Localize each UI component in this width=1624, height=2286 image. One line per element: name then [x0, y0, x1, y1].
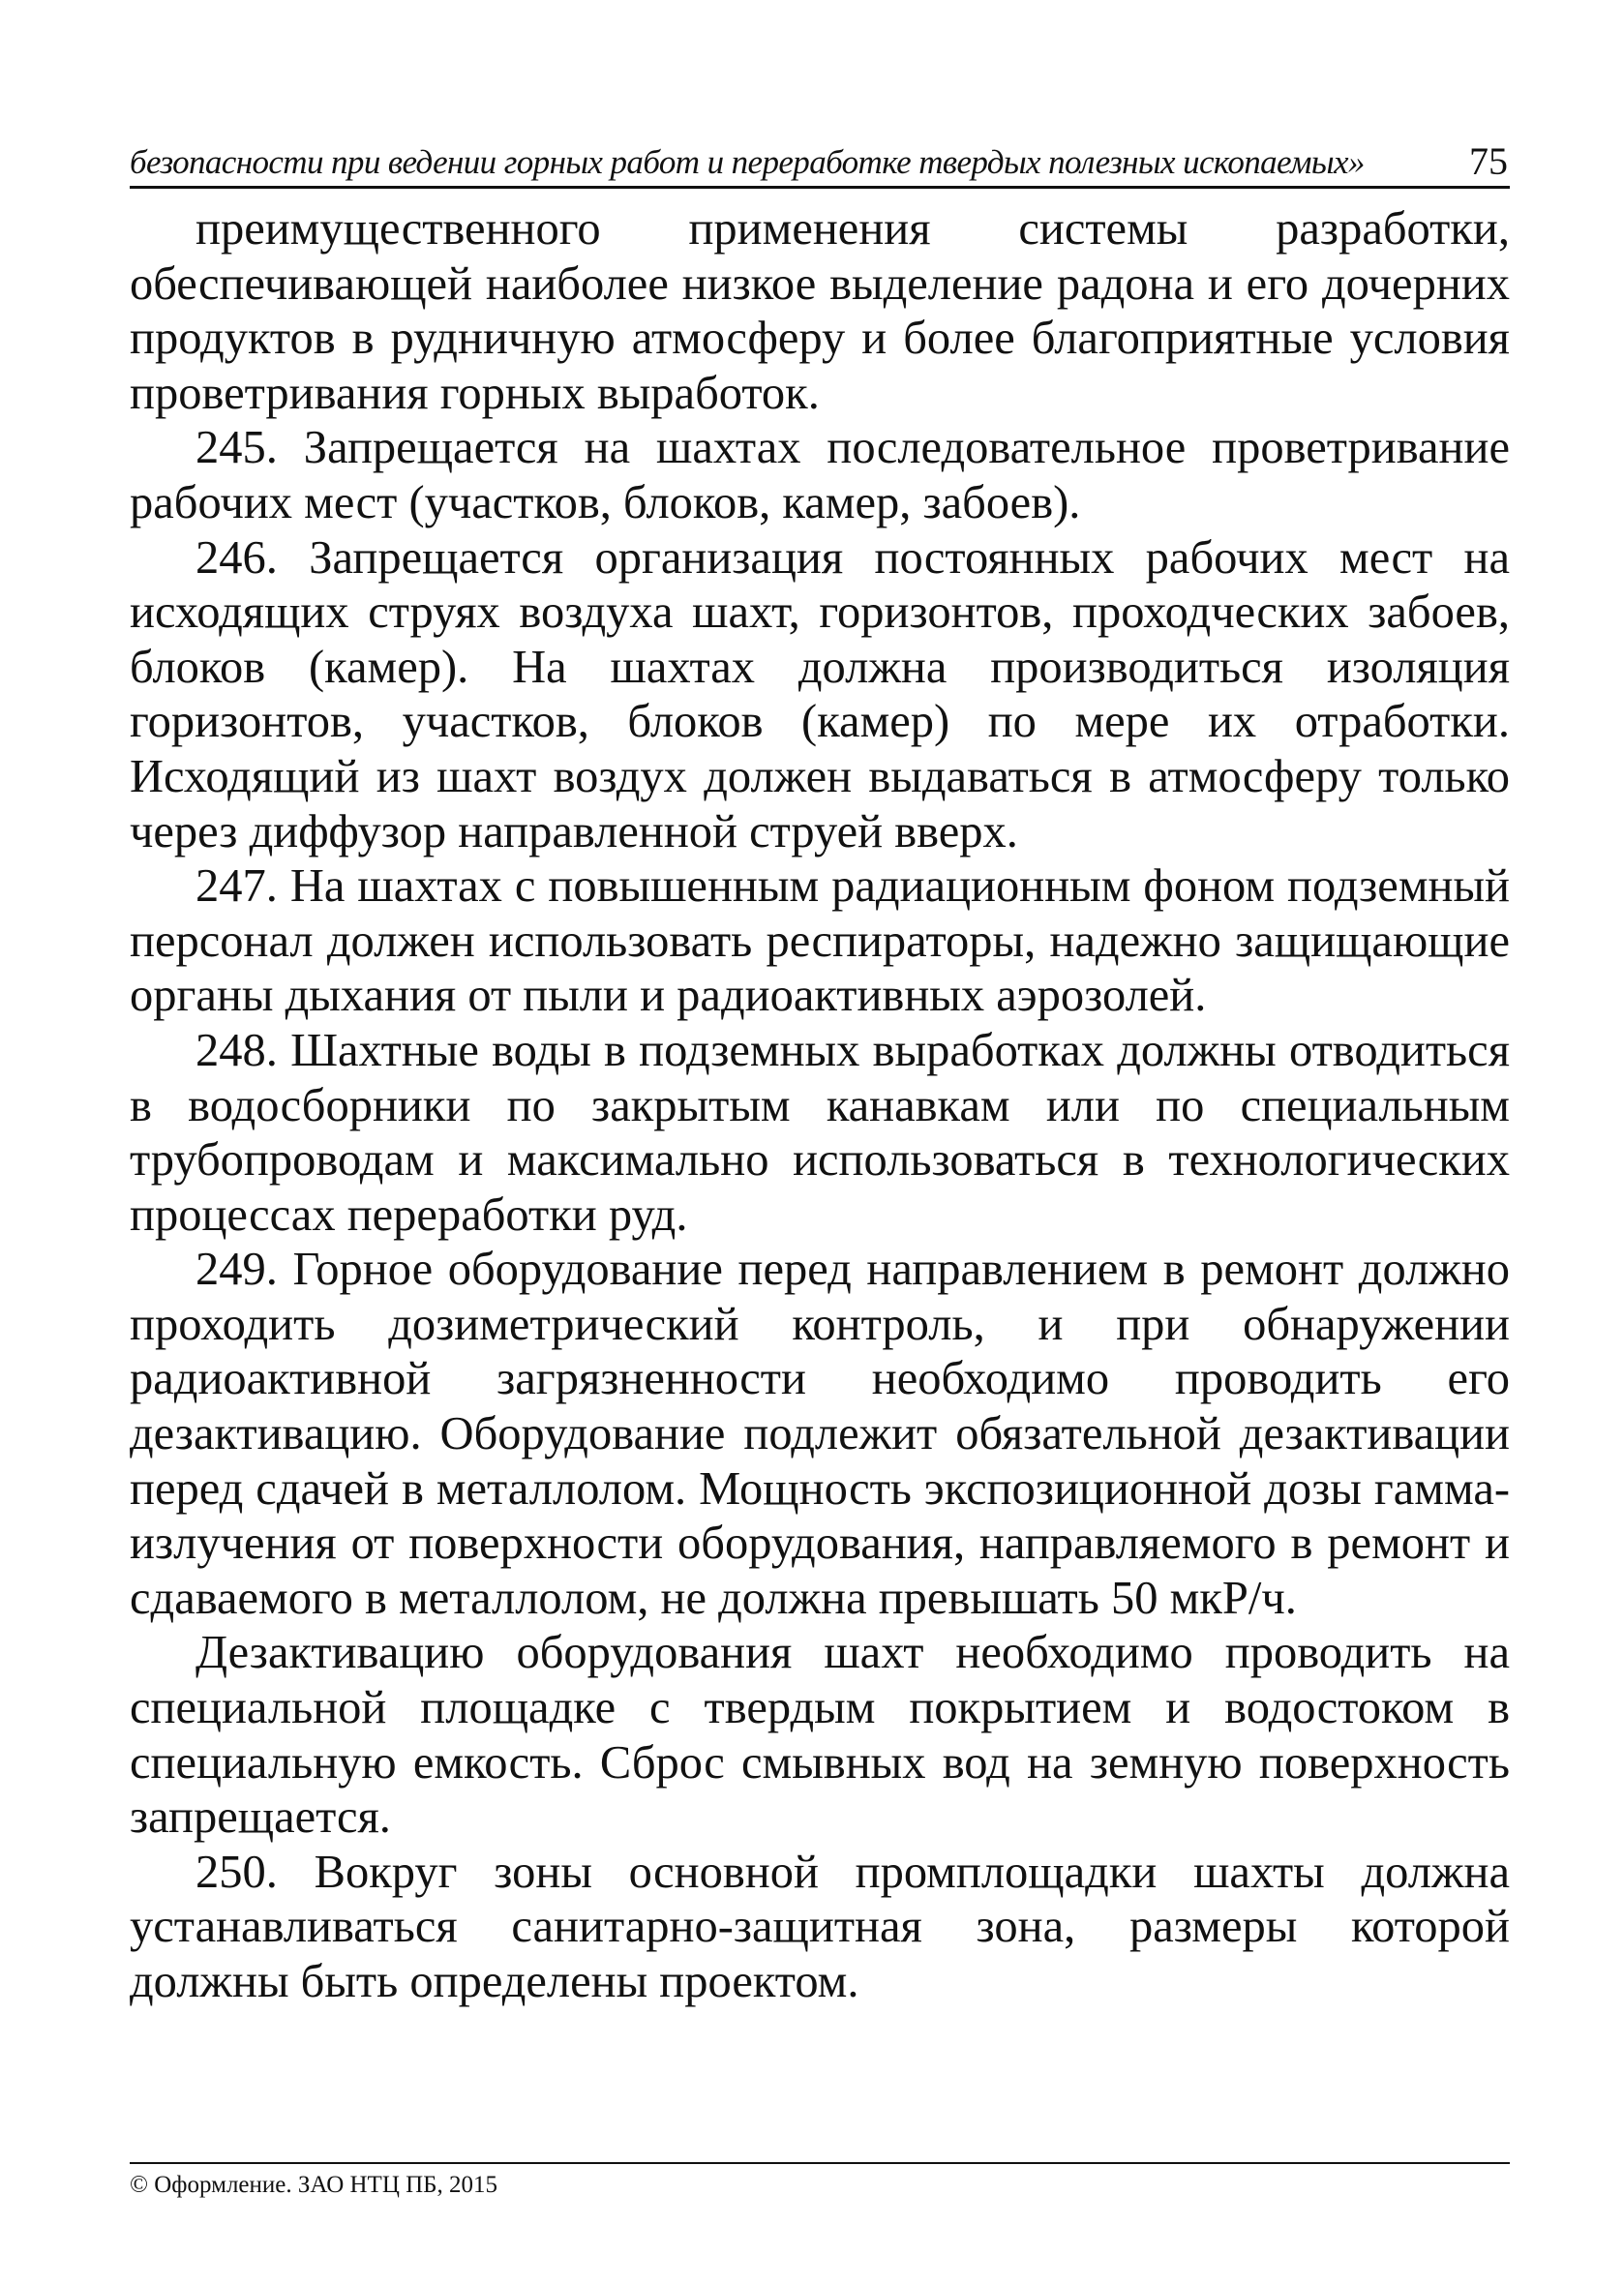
page-footer — [130, 2162, 1510, 2199]
document-page — [130, 135, 1510, 2010]
paragraph-247: 247. На шахтах с повышенным радиационным фоном подземный персонал должен использовать респираторы, надежно защищающие органы дыхания от пыли и радиоактивных аэрозолей. — [130, 860, 1510, 1022]
paragraph-249-decontamination: Дезактивацию оборудования шахт необходимо проводить на специальной площадке с твердым покрытием и водостоком в специальную емкость. Сброс смывных вод на земную поверхность запрещается. — [130, 1627, 1510, 1844]
body-text — [130, 202, 1510, 2010]
paragraph-245: 245. Запрещается на шахтах последовательное проветривание рабочих мест (участков, блоков, камер, забоев). — [130, 422, 1510, 528]
paragraph-248: 248. Шахтные воды в подземных выработках должны отводиться в водосборники по закрытым канавкам или по специальным трубопроводам и максимально использоваться в технологических процессах переработки руд. — [130, 1024, 1510, 1241]
paragraph-continuation: преимущественного применения системы разработки, обеспечивающей наиболее низкое выделение радона и его дочерних продуктов в рудничную атмосферу и более благоприятные условия проветривания горных выработок. — [130, 203, 1510, 419]
page-number: 75 — [1469, 139, 1508, 183]
copyright-text: © Оформление. ЗАО НТЦ ПБ, 2015 — [130, 2172, 498, 2198]
running-header — [130, 135, 1510, 189]
paragraph-250: 250. Вокруг зоны основной промплощадки шахты должна устанавливаться санитарно-защитная зона, размеры которой должны быть определены проектом. — [130, 1846, 1510, 2007]
paragraph-246: 246. Запрещается организация постоянных рабочих мест на исходящих струях воздуха шахт, горизонтов, проходческих забоев, блоков (камер). На шахтах должна производиться изоляция горизонтов, участков, блоков (камер) по мере их отработки. Исходящий из шахт воздух должен выдаваться в атмосферу только через диффузор направленной струей вверх. — [130, 531, 1510, 857]
running-header-title: безопасности при ведении горных работ и переработке твердых полезных ископаемых» — [130, 143, 1365, 181]
paragraph-249: 249. Горное оборудование перед направлением в ремонт должно проходить дозиметрический контроль, и при обнаружении радиоактивной загрязненности необходимо проводить его дезактивацию. Оборудование подлежит обязательной дезактивации перед сдачей в металлолом. Мощность экспозиционной дозы гамма-излучения от поверхности оборудования, направляемого в ремонт и сдаваемого в металлолом, не должна превышать 50 мкР/ч. — [130, 1244, 1510, 1624]
